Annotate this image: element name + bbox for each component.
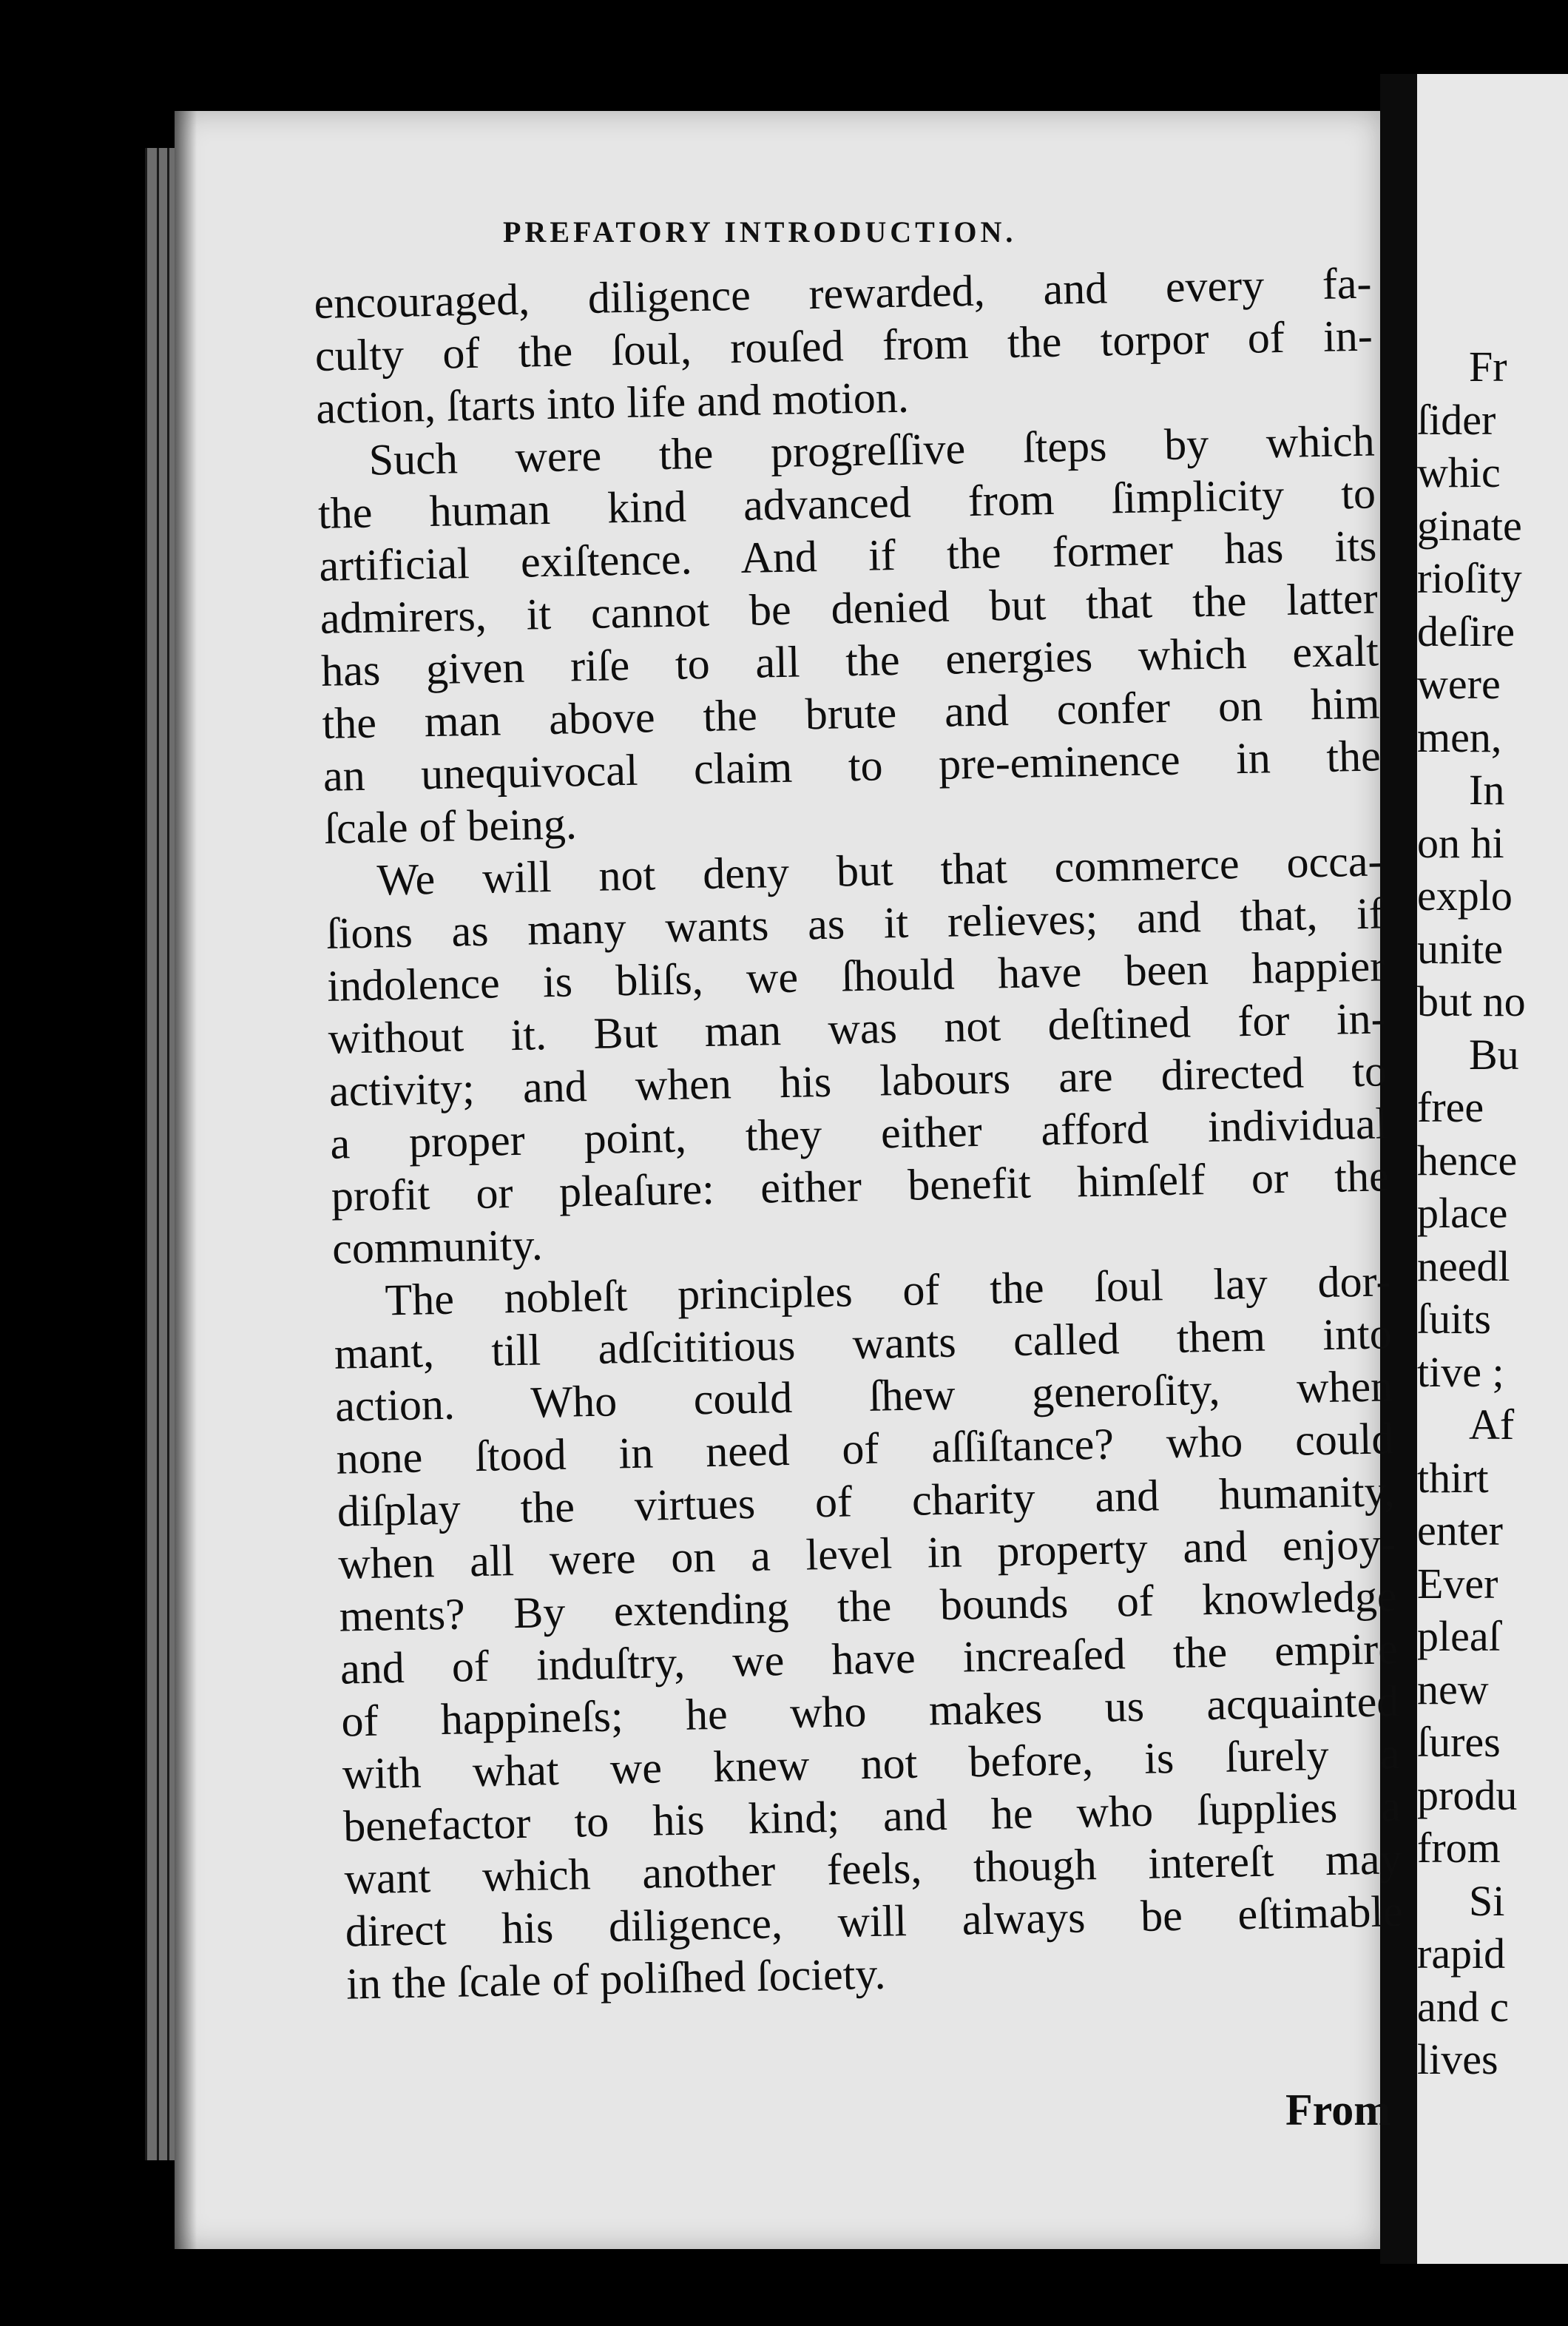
- text-line: in the ſcale of poliſhed ſociety.: [345, 1949, 886, 2009]
- adjacent-page-line: needl: [1417, 1241, 1510, 1290]
- text-line: profit or pleaſure: either benefit himſelf or the: [331, 1151, 1390, 1221]
- adjacent-page-line: ginate: [1417, 501, 1522, 550]
- adjacent-page-line: Ever: [1417, 1559, 1498, 1608]
- adjacent-page-line: new: [1417, 1665, 1489, 1713]
- text-line: the man above the brute and confer on him: [321, 678, 1380, 748]
- adjacent-page-line: thirt: [1417, 1453, 1489, 1502]
- text-line: encouraged, diligence rewarded, and every fa-: [314, 258, 1373, 328]
- text-line: Such were the progreſſive ſteps by which: [368, 416, 1376, 485]
- adjacent-page-line: and c: [1417, 1982, 1509, 2031]
- text-line: direct his diligence, will always be eſtimable: [345, 1887, 1404, 1956]
- text-line: community.: [331, 1220, 544, 1273]
- adjacent-page-line: place: [1417, 1189, 1508, 1237]
- text-line: without it. But man was not deſtined for in-: [328, 994, 1387, 1063]
- adjacent-page-line: Fr: [1469, 343, 1507, 391]
- text-line: activity; and when his labours are directed to: [328, 1046, 1388, 1116]
- text-line: none ſtood in need of aſſiſtance? who could: [336, 1414, 1395, 1483]
- adjacent-page-line: pleaſ: [1417, 1612, 1501, 1660]
- adjacent-page: [1417, 74, 1568, 2264]
- adjacent-page-line: ſures: [1417, 1718, 1501, 1766]
- adjacent-page-line: from: [1417, 1824, 1501, 1872]
- adjacent-page-line: on hi: [1417, 818, 1504, 867]
- adjacent-page-line: explo: [1417, 872, 1513, 920]
- adjacent-page-text: [1417, 340, 1526, 2086]
- text-line: an unequivocal claim to pre-eminence in the: [322, 731, 1382, 800]
- adjacent-page-line: hence: [1417, 1136, 1518, 1184]
- text-line: artificial exiſtence. And if the former has its: [318, 521, 1377, 590]
- text-line: with what we knew not before, is ſurely a: [342, 1729, 1401, 1799]
- page-edge: [145, 148, 158, 2160]
- page-shadow: [175, 111, 197, 2249]
- text-line: when all were on a level in property and enjoy-: [337, 1519, 1396, 1588]
- adjacent-page-line: Af: [1469, 1400, 1515, 1449]
- text-line: want which another feels, though intereſt may: [343, 1834, 1402, 1904]
- adjacent-page-line: enter: [1417, 1506, 1503, 1554]
- adjacent-page-line: were: [1417, 660, 1501, 708]
- text-line: action, ſtarts into life and motion.: [315, 372, 910, 433]
- adjacent-page-line: deſire: [1417, 607, 1515, 655]
- adjacent-page-line: unite: [1417, 924, 1503, 973]
- adjacent-page-line: but no: [1417, 977, 1526, 1025]
- catchword: From: [1285, 2086, 1391, 2134]
- adjacent-page-line: Si: [1469, 1876, 1505, 1925]
- adjacent-page-line: lives: [1417, 2035, 1498, 2083]
- text-line: ments? By extending the bounds of knowledge: [339, 1571, 1398, 1641]
- text-line: diſplay the virtues of charity and humanity,: [337, 1466, 1396, 1536]
- text-line: action. Who could ſhew generoſity, when: [334, 1361, 1393, 1431]
- text-line: We will not deny but that commerce occa-: [376, 836, 1384, 905]
- adjacent-page-line: produ: [1417, 1770, 1518, 1819]
- adjacent-page-line: ſuits: [1417, 1295, 1491, 1343]
- adjacent-page-line: Bu: [1469, 1030, 1519, 1079]
- text-line: indolence is bliſs, we ſhould have been happier: [326, 941, 1385, 1011]
- text-line: admirers, it cannot be denied but that the latter: [320, 573, 1379, 643]
- adjacent-page-line: men,: [1417, 712, 1502, 761]
- adjacent-page-line: tive ;: [1417, 1347, 1504, 1396]
- text-line: has given riſe to all the energies which exalt: [320, 626, 1379, 695]
- text-line: ſions as many wants as it relieves; and that, if: [325, 889, 1385, 958]
- text-line: a proper point, they either afford individual: [329, 1099, 1388, 1168]
- adjacent-page-line: free: [1417, 1083, 1484, 1131]
- text-line: the human kind advanced from ſimplicity to: [317, 468, 1376, 538]
- body-text: [314, 257, 1405, 2011]
- adjacent-page-line: rioſity: [1417, 554, 1522, 602]
- text-line: of happineſs; he who makes us acquainted: [340, 1676, 1399, 1746]
- text-line: The nobleſt principles of the ſoul lay dor-: [384, 1256, 1391, 1325]
- text-line: and of induſtry, we have increaſed the empire: [339, 1624, 1399, 1693]
- text-line: benefactor to his kind; and he who ſupplies a: [342, 1781, 1402, 1851]
- text-line: ſcale of being.: [323, 799, 578, 853]
- text-line: culty of the ſoul, rouſed from the torpor of in-: [314, 311, 1373, 380]
- running-head: PREFATORY INTRODUCTION.: [503, 215, 1017, 249]
- adjacent-page-line: rapid: [1417, 1929, 1506, 1978]
- adjacent-page-line: whic: [1417, 448, 1501, 496]
- text-line: mant, till adſcititious wants called them into: [334, 1309, 1393, 1378]
- adjacent-page-line: ſider: [1417, 395, 1496, 444]
- adjacent-page-line: In: [1469, 766, 1505, 814]
